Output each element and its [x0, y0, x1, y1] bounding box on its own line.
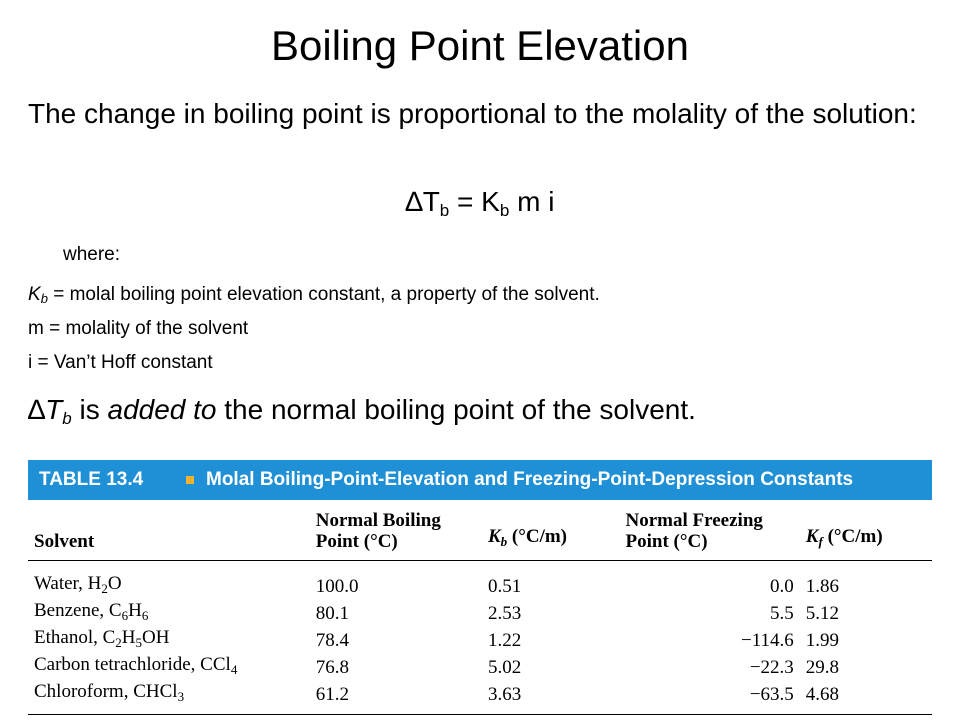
- equation-sub-b2: b: [499, 201, 510, 220]
- conclusion-text: [28, 392, 696, 437]
- boiling-point-equation: [0, 184, 960, 229]
- where-label: where:: [63, 244, 121, 265]
- freezing-point-value: −22.3: [749, 656, 794, 678]
- kb-value: 0.51: [487, 575, 522, 597]
- boiling-point-value: 100.0: [315, 575, 359, 597]
- kf-value: 5.12: [805, 602, 840, 624]
- conclusion-t: T: [45, 394, 63, 425]
- slide-title: Boiling Point Elevation: [271, 22, 689, 69]
- conclusion-delta: ∆: [28, 394, 46, 425]
- kb-value: 1.22: [487, 629, 522, 651]
- solvent-name: Benzene, $C_6H_6$: [34, 600, 149, 623]
- kb-value: 3.63: [482, 681, 620, 715]
- freezing-point-value: 0.0: [770, 575, 794, 597]
- equation-t: T: [422, 186, 440, 217]
- table-caption: Molal Boiling-Point-Elevation and Freezing-Point-Depression Constants: [206, 469, 854, 490]
- definition-m: m = molality of the solvent: [28, 318, 249, 339]
- delta-symbol: ∆: [405, 186, 423, 217]
- table-number: TABLE 13.4: [39, 469, 144, 490]
- intro-text: The change in boiling point is proportional to the molality of the solution:: [28, 98, 917, 129]
- boiling-point-value: 76.8: [315, 656, 349, 678]
- solvent-name: Chloroform, CHCl$_3$: [28, 681, 310, 715]
- header-kf-k: K: [805, 526, 819, 547]
- boiling-point-value: 61.2: [310, 681, 482, 715]
- header-kb: [482, 506, 620, 561]
- table-header-row: [28, 506, 932, 561]
- conclusion-sub: b: [62, 409, 72, 428]
- table-row: [28, 600, 932, 627]
- header-solvent: Solvent: [28, 506, 310, 561]
- header-fp-line1: Normal Freezing: [625, 510, 763, 531]
- table-row: [28, 654, 932, 681]
- kb-value: 2.53: [487, 602, 522, 624]
- constants-table-figure: [28, 460, 932, 716]
- table-row: [28, 627, 932, 654]
- kf-value: 29.8: [805, 656, 840, 678]
- header-kb-k: K: [487, 526, 501, 547]
- equation-sub-b: b: [439, 201, 450, 220]
- kf-value: 1.99: [805, 629, 840, 651]
- definition-kb: [28, 283, 600, 311]
- conclusion-added: added to: [107, 394, 217, 425]
- kf-value: 4.68: [800, 681, 932, 715]
- freezing-point-value: −114.6: [741, 629, 794, 651]
- header-kf: [800, 506, 932, 561]
- square-bullet-icon: [186, 476, 194, 484]
- header-freezing-point: [620, 506, 800, 561]
- definition-i: i = Van’t Hoff constant: [28, 352, 213, 373]
- kb-sub: b: [40, 291, 48, 306]
- boiling-point-value: 80.1: [315, 602, 349, 624]
- equation-tail: m i: [509, 186, 555, 217]
- table-row: [28, 681, 932, 715]
- constants-table: [28, 506, 932, 715]
- kf-value: 1.86: [805, 575, 840, 597]
- table-row: [28, 561, 932, 601]
- conclusion-rest: the normal boiling point of the solvent.: [216, 394, 696, 425]
- kb-text: = molal boiling point elevation constant, a property of the solvent.: [47, 284, 600, 305]
- solvent-name: Carbon tetrachloride, CCl$_4$: [34, 654, 238, 677]
- header-fp-line2: Point (°C): [625, 531, 708, 552]
- header-kb-sub: b: [500, 534, 508, 549]
- header-kb-unit: (°C/m): [507, 526, 568, 547]
- solvent-name: Water, $H_2O$: [34, 573, 122, 596]
- table-title-band: [28, 460, 932, 500]
- boiling-point-value: 78.4: [315, 629, 349, 651]
- freezing-point-value: 5.5: [770, 602, 794, 624]
- conclusion-is: is: [71, 394, 108, 425]
- solvent-name: Ethanol, $C_2H_5OH$: [34, 627, 170, 650]
- header-kf-sub: f: [818, 534, 823, 549]
- header-boiling-point: [310, 506, 482, 561]
- header-bp-line1: Normal Boiling: [315, 510, 441, 531]
- kb-value: 5.02: [487, 656, 522, 678]
- freezing-point-value: −63.5: [620, 681, 800, 715]
- header-kf-unit: (°C/m): [822, 526, 883, 547]
- equation-middle: = K: [449, 186, 500, 217]
- kb-symbol: K: [28, 284, 41, 305]
- header-bp-line2: Point (°C): [315, 531, 398, 552]
